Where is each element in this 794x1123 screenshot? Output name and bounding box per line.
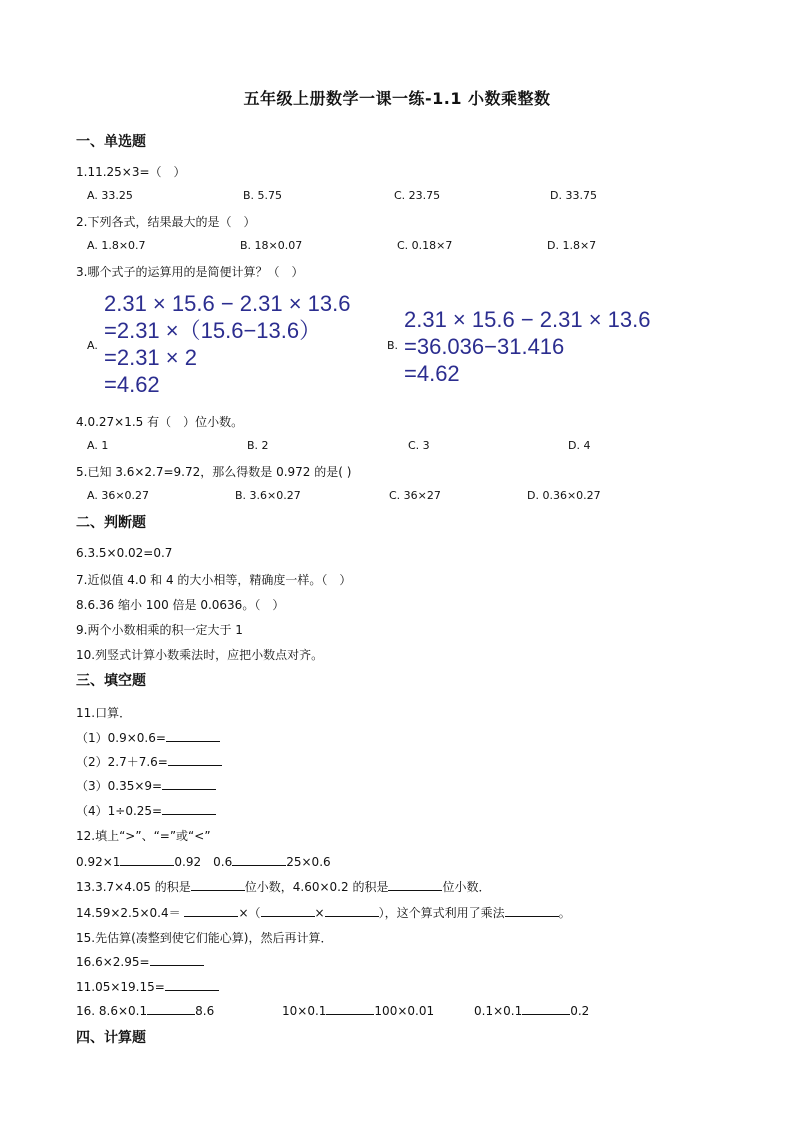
question-5-stem: 5.已知 3.6×2.7=9.72，那么得数是 0.972 的是( ) [76,465,352,479]
formula-line: =2.31 ×（15.6−13.6） [104,318,322,343]
answer-blank[interactable] [388,879,442,891]
item-text: （4）1÷0.25= [76,804,163,818]
question-12-stem: 12.填上“>”、“=”或“<” [76,829,211,843]
question-16-part-1 [76,1003,214,1018]
answer-blank[interactable] [162,778,216,790]
question-3-option-a-formula [104,290,351,398]
question-2-option-b: B. 18×0.07 [240,239,303,252]
formula-line: 2.31 × 15.6 − 2.31 × 13.6 [404,307,651,332]
expr-text: 8.6 [195,1004,215,1018]
question-4-option-c: C. 3 [408,439,430,452]
question-5-option-a: A. 36×0.27 [87,489,150,502]
expr-text: × [314,906,325,920]
answer-blank[interactable] [165,979,219,991]
formula-line: =4.62 [404,361,460,386]
question-13 [76,878,490,895]
expr-text: 16. 8.6×0.1 [76,1004,148,1018]
question-5-option-d: D. 0.36×0.27 [527,489,601,502]
question-3-option-a-label: A. [87,339,98,352]
question-1-option-a: A. 33.25 [87,189,133,202]
section-heading-single-choice: 一、单选题 [76,134,146,150]
question-15-item-2 [76,979,219,994]
question-3-stem: 3.哪个式子的运算用的是简便计算？（ ） [76,265,304,279]
section-heading-fill-blank: 三、填空题 [76,673,146,689]
question-15-item-1 [76,954,204,969]
formula-line: =2.31 × 2 [104,345,197,370]
question-11-item-3 [76,777,216,794]
question-14 [76,904,571,921]
expr-text: 位小数． [442,880,491,894]
question-6: 6.3.5×0.02=0.7 [76,546,173,560]
question-5-option-c: C. 36×27 [389,489,441,502]
answer-blank[interactable] [150,954,204,966]
question-16-part-3 [474,1003,589,1018]
question-2-stem: 2.下列各式，结果最大的是（ ） [76,215,256,229]
expr-text: 。 [558,906,571,920]
expr-text: ×（ [238,906,261,920]
expr-text: 11.05×19.15= [76,980,165,994]
question-16-part-2 [282,1003,434,1018]
answer-blank[interactable] [326,1003,374,1015]
item-text: （3）0.35×9= [76,779,163,793]
formula-line: 2.31 × 15.6 − 2.31 × 13.6 [104,291,351,316]
expr-text: 25×0.6 [286,855,331,869]
question-3-option-b-formula [404,306,651,387]
expr-text: 16.6×2.95= [76,955,150,969]
section-heading-calculation: 四、计算题 [76,1030,146,1046]
answer-blank[interactable] [168,754,222,766]
question-4-stem: 4.0.27×1.5 有（ ）位小数。 [76,415,244,429]
page-title: 五年级上册数学一课一练-1.1 小数乘整数 [243,89,551,108]
question-11-item-2 [76,753,222,770]
answer-blank[interactable] [191,879,245,891]
question-11-stem: 11.口算． [76,706,132,720]
answer-blank[interactable] [522,1003,570,1015]
question-1-option-d: D. 33.75 [550,189,597,202]
section-heading-true-false: 二、判断题 [76,515,146,531]
expr-text: 0.1×0.1 [474,1004,523,1018]
question-12-items [76,853,331,870]
answer-blank[interactable] [184,905,238,917]
question-8: 8.6.36 缩小 100 倍是 0.0636。（ ） [76,598,285,612]
answer-blank[interactable] [325,905,379,917]
question-1-option-b: B. 5.75 [243,189,283,202]
expr-text: 100×0.01 [374,1004,435,1018]
answer-blank[interactable] [505,905,559,917]
formula-line: =36.036−31.416 [404,334,565,359]
expr-text: 位小数，4.60×0.2 的积是 [244,880,389,894]
expr-text: 14.59×2.5×0.4＝ [76,906,185,920]
question-4-option-b: B. 2 [247,439,269,452]
expr-text: 0.92 0.6 [174,855,233,869]
question-4-option-d: D. 4 [568,439,591,452]
question-7: 7.近似值 4.0 和 4 的大小相等，精确度一样。（ ） [76,573,352,587]
expr-text: 10×0.1 [282,1004,327,1018]
question-2-option-d: D. 1.8×7 [547,239,597,252]
question-4-option-a: A. 1 [87,439,109,452]
answer-blank[interactable] [162,803,216,815]
expr-text: ），这个算式利用了乘法 [378,906,505,920]
answer-blank[interactable] [232,854,286,866]
item-text: （2）2.7＋7.6= [76,755,168,769]
question-3-option-b-label: B. [387,339,399,352]
expr-text: 0.92×1 [76,855,121,869]
question-10: 10.列竖式计算小数乘法时，应把小数点对齐。 [76,648,324,662]
item-text: （1）0.9×0.6= [76,731,166,745]
answer-blank[interactable] [120,854,174,866]
question-2-option-c: C. 0.18×7 [397,239,453,252]
answer-blank[interactable] [261,905,315,917]
question-11-item-1 [76,729,220,746]
formula-line: =4.62 [104,372,160,397]
question-15-stem: 15.先估算(凑整到使它们能心算)，然后再计算． [76,931,333,945]
question-9: 9.两个小数相乘的积一定大于 1 [76,623,243,637]
question-11-item-4 [76,802,216,819]
expr-text: 13.3.7×4.05 的积是 [76,880,191,894]
answer-blank[interactable] [147,1003,195,1015]
question-2-option-a: A. 1.8×0.7 [87,239,146,252]
question-1-stem: 1.11.25×3=（ ） [76,165,186,179]
question-1-option-c: C. 23.75 [394,189,441,202]
expr-text: 0.2 [570,1004,590,1018]
question-5-option-b: B. 3.6×0.27 [235,489,301,502]
answer-blank[interactable] [166,730,220,742]
